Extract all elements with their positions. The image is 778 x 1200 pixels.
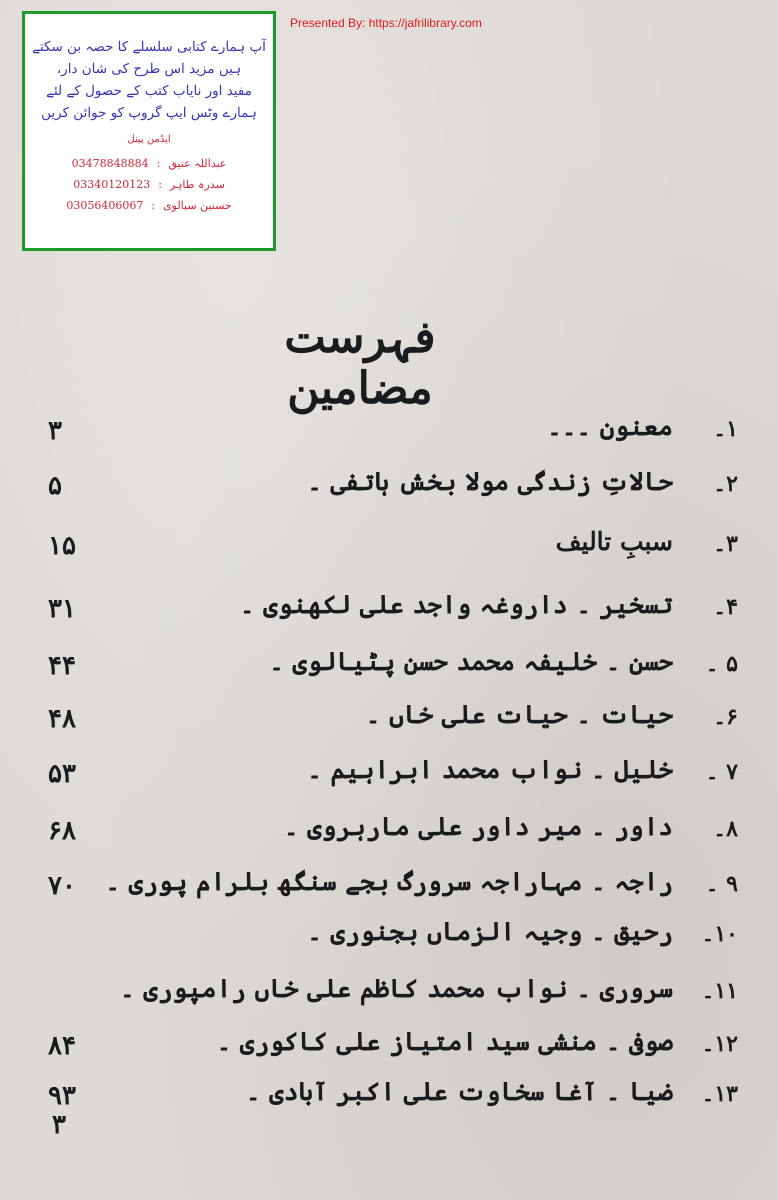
entry-number: ۲۔ bbox=[713, 471, 738, 497]
entry-number: ۱۱۔ bbox=[701, 978, 738, 1004]
entry-title: تسخیر ۔ داروغہ واجد علی لکھنوی ۔ bbox=[239, 590, 673, 619]
contact-row bbox=[25, 174, 273, 195]
toc-entry bbox=[0, 645, 778, 695]
promo-line: آپ ہمارے کتابی سلسلے کا حصہ بن سکتے bbox=[32, 39, 266, 55]
entry-page: ۳۱ bbox=[48, 594, 76, 624]
entry-page: ۷۰ bbox=[48, 871, 76, 901]
entry-number: ۳۔ bbox=[713, 531, 738, 557]
entry-page: ۹۳ bbox=[48, 1081, 76, 1111]
contact-number: 03340120123 bbox=[73, 178, 151, 191]
contact-name: سدرہ طاہر bbox=[169, 178, 225, 191]
entry-title: سروری ۔ نواب محمد کاظم علی خاں رامپوری ۔ bbox=[119, 974, 673, 1003]
toc-entry bbox=[0, 753, 778, 803]
promo-box bbox=[22, 11, 276, 251]
toc-entry bbox=[0, 525, 778, 575]
toc-entry bbox=[0, 1075, 778, 1125]
promo-line: ہیں مزید اس طرح کی شان دار، bbox=[56, 61, 242, 77]
entry-number: ۷ ۔ bbox=[705, 759, 738, 785]
entry-title: ضیا ۔ آغا سخاوت علی اکبر آبادی ۔ bbox=[245, 1077, 673, 1106]
toc-entry bbox=[0, 810, 778, 860]
entry-title: رحیق ۔ وجیہ الزماں بجنوری ۔ bbox=[307, 917, 673, 946]
toc-entry bbox=[0, 410, 778, 460]
contact-separator: : bbox=[151, 199, 156, 212]
promo-line: ہمارے وٹس ایپ گروپ کو جوائن کریں bbox=[41, 105, 257, 121]
contact-name: حسنین سیالوی bbox=[163, 199, 232, 212]
admin-panel-title: ایڈمن پینل bbox=[127, 134, 171, 145]
toc-entry bbox=[0, 588, 778, 638]
entry-number: ۶۔ bbox=[713, 704, 738, 730]
contact-number: 03056406067 bbox=[66, 199, 144, 212]
entry-title: راجہ ۔ مہاراجہ سرورگ بجے سنگھ بلرام پوری ۔ bbox=[105, 867, 673, 896]
entry-title: حیات ۔ حیات علی خاں ۔ bbox=[365, 700, 673, 729]
entry-title: سببِ تالیف bbox=[555, 527, 673, 556]
toc-entry bbox=[0, 465, 778, 515]
entry-title: داور ۔ میر داور علی مارہروی ۔ bbox=[283, 812, 673, 841]
entry-title: حالاتِ زندگی مولا بخش ہاتفی ۔ bbox=[307, 467, 673, 496]
entry-number: ۴۔ bbox=[713, 594, 738, 620]
entry-title: معنون ۔۔۔ bbox=[547, 412, 673, 441]
entry-number: ۱۳۔ bbox=[701, 1081, 738, 1107]
toc-entry bbox=[0, 1025, 778, 1075]
entry-title: حسن ۔ خلیفہ محمد حسن پٹیالوی ۔ bbox=[269, 647, 673, 676]
contact-row bbox=[25, 153, 273, 174]
toc-entry bbox=[0, 698, 778, 748]
entry-page: ۳ bbox=[48, 416, 62, 446]
entry-page: ۴۴ bbox=[48, 651, 76, 681]
page-title: فہرست مضامین bbox=[284, 312, 436, 414]
contact-number: 03478848884 bbox=[71, 157, 149, 170]
entry-page: ۵ bbox=[48, 471, 62, 501]
entry-page: ۶۸ bbox=[48, 816, 76, 846]
toc-entry bbox=[0, 915, 778, 965]
entry-number: ۱۲۔ bbox=[701, 1031, 738, 1057]
entry-number: ۱۰۔ bbox=[701, 921, 738, 947]
entry-number: ۹ ۔ bbox=[705, 871, 738, 897]
contact-row bbox=[25, 195, 273, 216]
entry-number: ۱۔ bbox=[713, 416, 738, 442]
toc-entry bbox=[0, 972, 778, 1022]
contact-separator: : bbox=[158, 178, 162, 191]
entry-page: ۸۴ bbox=[48, 1031, 76, 1061]
entry-number: ۸۔ bbox=[713, 816, 738, 842]
page-mark: ۳ bbox=[52, 1110, 66, 1140]
entry-page: ۵۳ bbox=[48, 759, 76, 789]
contact-name: عبداللہ عتیق bbox=[168, 157, 227, 170]
entry-title: صوفی ۔ منشی سید امتیاز علی کاکوری ۔ bbox=[216, 1027, 673, 1056]
promo-line: مفید اور نایاب کتب کے حصول کے لئے bbox=[46, 83, 252, 99]
entry-number: ۵ ۔ bbox=[705, 651, 738, 677]
contact-separator: : bbox=[156, 157, 161, 170]
credit-text: Presented By: https://jafrilibrary.com bbox=[290, 16, 482, 30]
toc-entry bbox=[0, 865, 778, 915]
entry-page: ۴۸ bbox=[48, 704, 76, 734]
entry-page: ۱۵ bbox=[48, 531, 76, 561]
entry-title: خلیل ۔ نواب محمد ابراہیم ۔ bbox=[307, 755, 673, 784]
